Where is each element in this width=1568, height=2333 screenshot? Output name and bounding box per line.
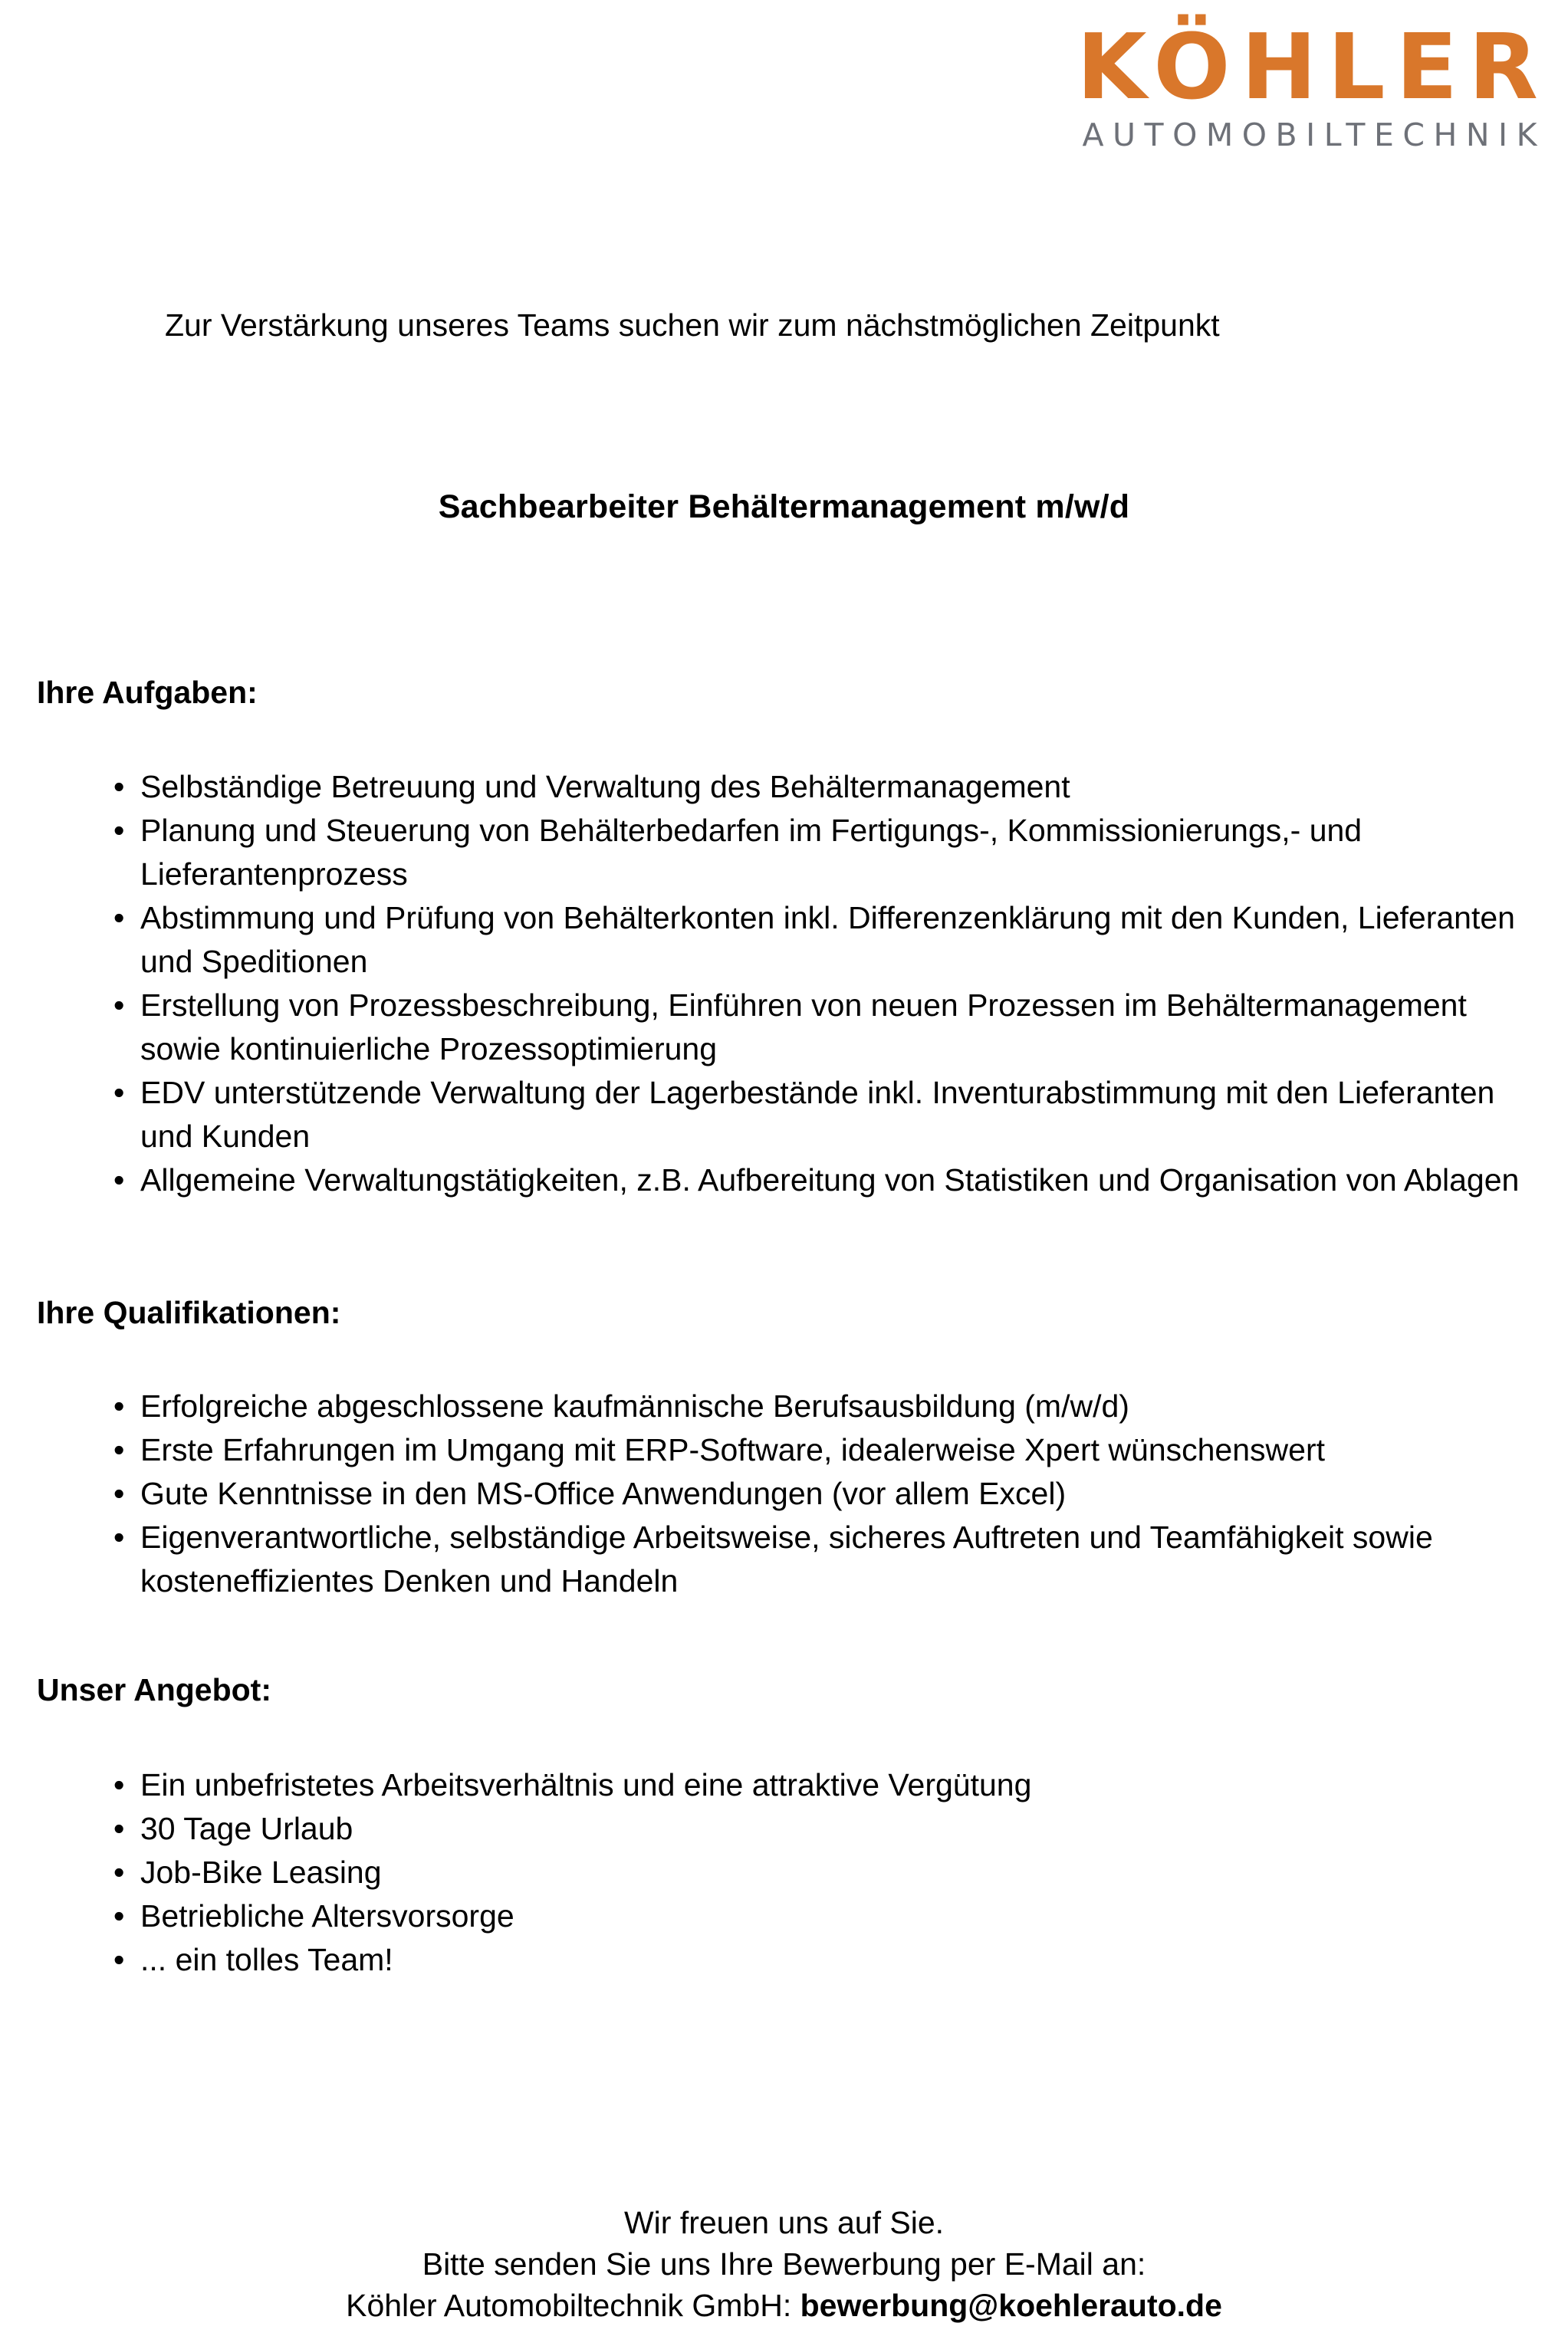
list-item <box>37 1516 1531 1603</box>
section-heading-aufgaben: Ihre Aufgaben: <box>37 675 258 710</box>
list-item-text: ... ein tolles Team! <box>140 1942 393 1977</box>
company-logo <box>1077 14 1549 153</box>
list-item <box>37 1385 1531 1428</box>
bullet-icon: • <box>113 1075 125 1110</box>
list-item-text: EDV unterstützende Verwaltung der Lagerbestände inkl. Inventurabstimmung mit den Lieferanten und Kunden <box>140 1075 1495 1154</box>
section-heading-angebot: Unser Angebot: <box>37 1672 271 1707</box>
footer-line-3 <box>0 2285 1568 2326</box>
bullet-icon: • <box>113 1476 125 1511</box>
list-item-text: Selbständige Betreuung und Verwaltung des Behältermanagement <box>140 769 1070 804</box>
list-item <box>37 1807 1531 1851</box>
bullet-icon: • <box>113 1388 125 1424</box>
list-item <box>37 1428 1531 1472</box>
list-item <box>37 809 1531 896</box>
footer-line-2: Bitte senden Sie uns Ihre Bewerbung per E-Mail an: <box>422 2246 1146 2282</box>
list-item-text: Ein unbefristetes Arbeitsverhältnis und eine attraktive Vergütung <box>140 1767 1032 1802</box>
list-item-text: Allgemeine Verwaltungstätigkeiten, z.B. Aufbereitung von Statistiken und Organisation von Ablagen <box>140 1162 1520 1198</box>
list-item-text: Abstimmung und Prüfung von Behälterkonten inkl. Differenzenklärung mit den Kunden, Lieferanten und Speditionen <box>140 900 1515 979</box>
list-item <box>37 1763 1531 1807</box>
footer-contact-block <box>0 2202 1568 2326</box>
bullet-icon: • <box>113 900 125 935</box>
list-item-text: Betriebliche Altersvorsorge <box>140 1898 514 1934</box>
footer-company-label: Köhler Automobiltechnik GmbH: <box>346 2288 800 2323</box>
list-item <box>37 984 1531 1071</box>
angebot-list <box>37 1763 1531 1982</box>
bullet-icon: • <box>113 1855 125 1890</box>
intro-paragraph: Zur Verstärkung unseres Teams suchen wir zum nächstmöglichen Zeitpunkt <box>165 307 1220 343</box>
list-item <box>37 1851 1531 1894</box>
list-item-text: Erfolgreiche abgeschlossene kaufmännische Berufsausbildung (m/w/d) <box>140 1388 1129 1424</box>
list-item <box>37 1158 1531 1202</box>
job-title: Sachbearbeiter Behältermanagement m/w/d <box>438 488 1130 525</box>
bullet-icon: • <box>113 1767 125 1802</box>
bullet-icon: • <box>113 1811 125 1846</box>
bullet-icon: • <box>113 769 125 804</box>
qualifikationen-list <box>37 1385 1531 1603</box>
section-heading-qualifikationen: Ihre Qualifikationen: <box>37 1295 341 1330</box>
bullet-icon: • <box>113 813 125 848</box>
bullet-icon: • <box>113 1942 125 1977</box>
application-email-link[interactable]: bewerbung@koehlerauto.de <box>800 2288 1222 2323</box>
bullet-icon: • <box>113 987 125 1023</box>
bullet-icon: • <box>113 1520 125 1555</box>
list-item <box>37 1938 1531 1982</box>
list-item-text: Erstellung von Prozessbeschreibung, Einführen von neuen Prozessen im Behältermanagement sowie kontinuierliche Prozessoptimierung <box>140 987 1467 1066</box>
bullet-icon: • <box>113 1432 125 1467</box>
footer-line-1: Wir freuen uns auf Sie. <box>623 2205 945 2240</box>
logo-subtitle-text: AUTOMOBILTECHNIK <box>1082 116 1546 153</box>
list-item-text: Erste Erfahrungen im Umgang mit ERP-Software, idealerweise Xpert wünschenswert <box>140 1432 1325 1467</box>
list-item <box>37 896 1531 984</box>
bullet-icon: • <box>113 1898 125 1934</box>
logo-brand-text: KÖHLER <box>1077 14 1549 120</box>
list-item-text: 30 Tage Urlaub <box>140 1811 353 1846</box>
list-item <box>37 1071 1531 1158</box>
list-item-text: Gute Kenntnisse in den MS-Office Anwendungen (vor allem Excel) <box>140 1476 1067 1511</box>
list-item <box>37 1472 1531 1516</box>
list-item <box>37 1894 1531 1938</box>
list-item-text: Eigenverantwortliche, selbständige Arbeitsweise, sicheres Auftreten und Teamfähigkeit sowie kosteneffizientes Denken und Handeln <box>140 1520 1433 1599</box>
list-item <box>37 765 1531 809</box>
list-item-text: Planung und Steuerung von Behälterbedarfen im Fertigungs-, Kommissionierungs,- und Lieferantenprozess <box>140 813 1363 892</box>
aufgaben-list <box>37 765 1531 1202</box>
bullet-icon: • <box>113 1162 125 1198</box>
list-item-text: Job-Bike Leasing <box>140 1855 382 1890</box>
